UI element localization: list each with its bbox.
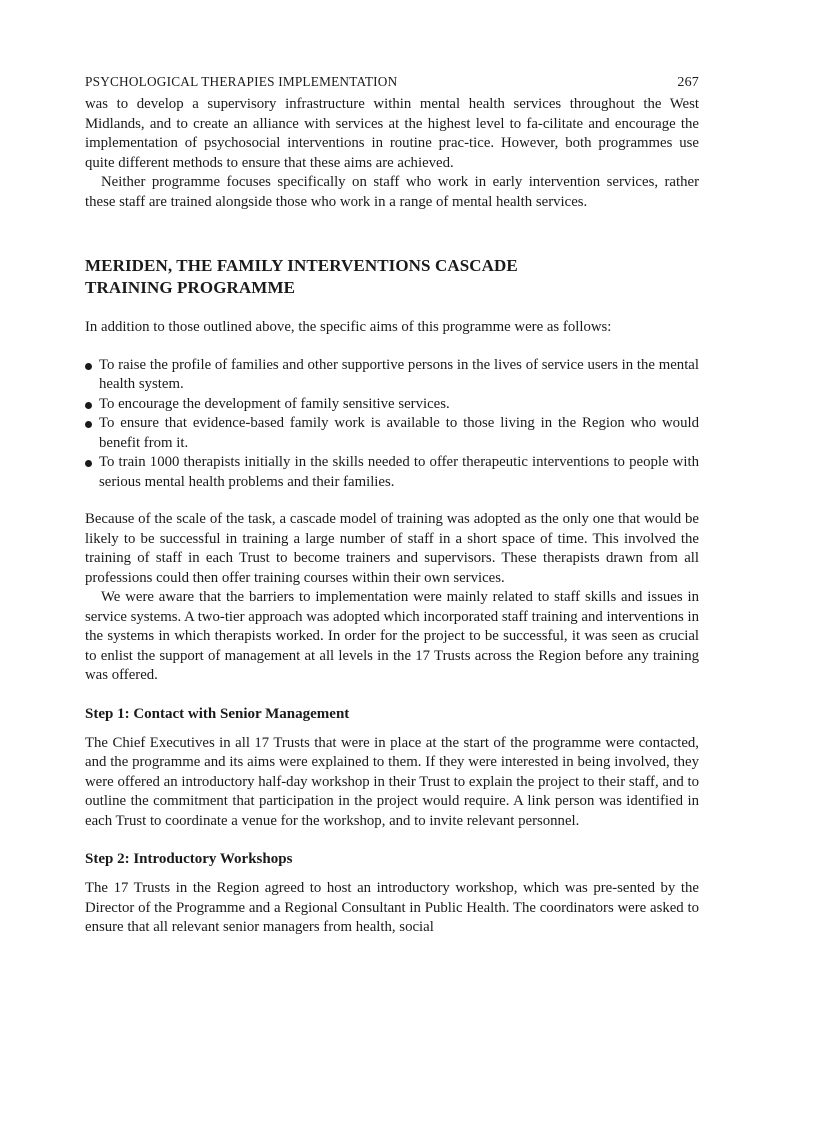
aims-list-item-text: To ensure that evidence-based family work is available to those living in the Region who would benefit from it. — [99, 415, 699, 451]
aims-list-item — [85, 356, 699, 395]
bullet-icon — [85, 363, 92, 370]
running-head-title: PSYCHOLOGICAL THERAPIES IMPLEMENTATION — [85, 74, 398, 89]
aims-list-item — [85, 414, 699, 453]
running-head — [85, 72, 699, 93]
bullet-icon — [85, 421, 92, 428]
section-heading-line-1: MERIDEN, THE FAMILY INTERVENTIONS CASCADE — [85, 256, 518, 275]
aims-list-item — [85, 453, 699, 492]
bullet-icon — [85, 402, 92, 409]
step2-heading: Step 2: Introductory Workshops — [85, 851, 293, 867]
section-lead: In addition to those outlined above, the specific aims of this programme were as follows: — [85, 319, 612, 335]
section-heading-line-2: TRAINING PROGRAMME — [85, 278, 296, 297]
section-heading — [85, 255, 699, 299]
step1-body: The Chief Executives in all 17 Trusts that were in place at the start of the programme were contacted, and the programme and its aims were explained to them. If they were interested in being involved, they were offered an introductory half-day workshop in their Trust to explain the project to their staff, and to outline the commitment that participation in the project would require. A link person was identified in each Trust to coordinate a venue for the workshop, and to invite relevant personnel. — [85, 734, 699, 829]
page — [85, 72, 699, 938]
intro-paragraph: was to develop a supervisory infrastructure within mental health services throughout the West Midlands, and to create an alliance with services at the highest level to fa-cilitate and encourage the implementation of psychosocial interventions in routine prac-tice. However, both programmes use quite different methods to ensure that these aims are achieved. — [85, 96, 699, 171]
aims-list — [85, 356, 699, 493]
step1-heading: Step 1: Contact with Senior Management — [85, 705, 350, 722]
intro-paragraph-2: Neither programme focuses specifically on staff who work in early intervention services, rather these staff are trained alongside those who work in a range of mental health services. — [85, 174, 699, 210]
aims-list-item-text: To raise the profile of families and other supportive persons in the lives of service users in the mental health system. — [99, 356, 699, 392]
page-number: 267 — [677, 75, 699, 90]
step2-body: The 17 Trusts in the Region agreed to host an introductory workshop, which was pre-sented by the Director of the Programme and a Regional Consultant in Public Health. The coordinators were asked to ensure that all relevant senior managers from health, social — [85, 880, 699, 935]
aims-list-item-text: To train 1000 therapists initially in the skills needed to offer therapeutic interventions to people with serious mental health problems and their families. — [99, 454, 699, 490]
section-paragraph: Because of the scale of the task, a cascade model of training was adopted as the only one that would be likely to be successful in training a large number of staff in a short space of time. This involved the training of staff in each Trust to become trainers and supervisors. These therapists drawn from all professions could then offer training courses within their own services. — [85, 511, 699, 586]
section-paragraph-2: We were aware that the barriers to implementation were mainly related to staff skills and issues in service systems. A two-tier approach was adopted which incorporated staff training and interventions in the systems in which therapists worked. In order for the project to be successful, it was seen as crucial to enlist the support of management at all levels in the 17 Trusts across the Region before any training was offered. — [85, 589, 699, 683]
aims-list-item — [85, 395, 699, 415]
bullet-icon — [85, 460, 92, 467]
aims-list-item-text: To encourage the development of family sensitive services. — [99, 395, 450, 412]
